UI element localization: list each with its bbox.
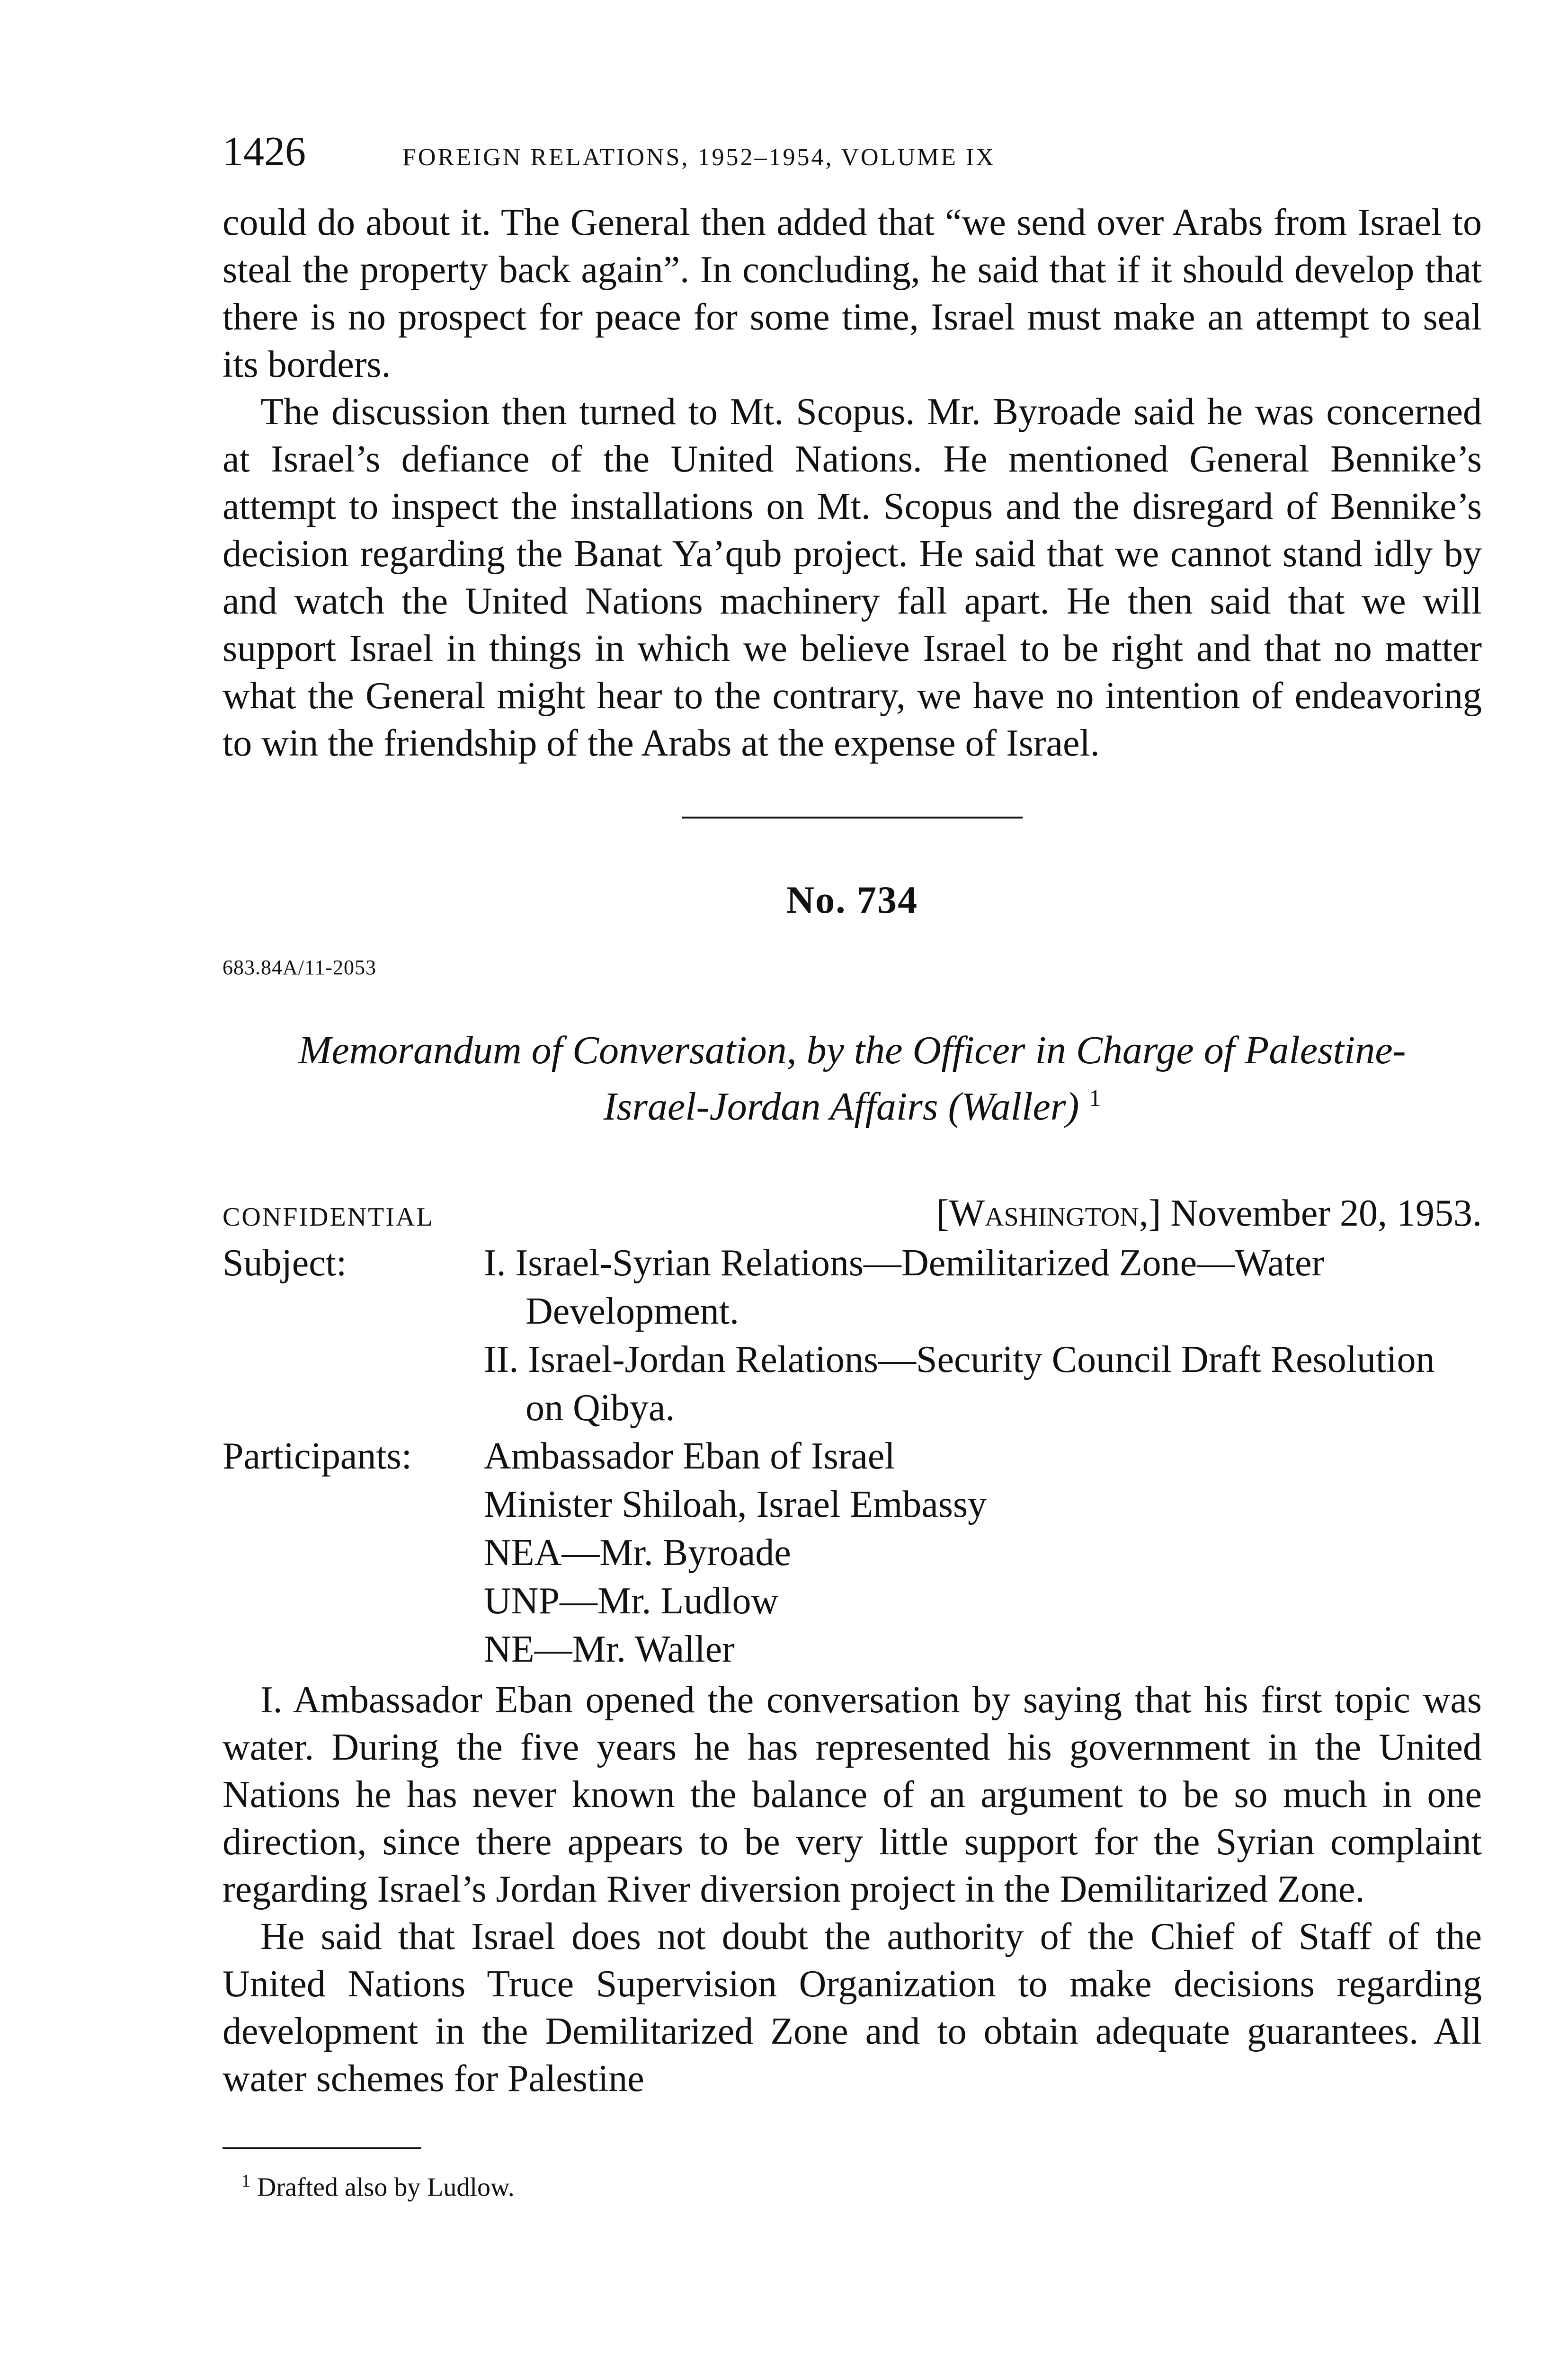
footnote-mark: 1	[241, 2171, 250, 2191]
participant-1: Ambassador Eban of Israel	[484, 1435, 895, 1477]
running-head: FOREIGN RELATIONS, 1952–1954, VOLUME IX	[402, 144, 996, 171]
subject-item-2: II. Israel-Jordan Relations—Security Council Draft Resolution on Qibya.	[484, 1339, 1435, 1429]
subject-label: Subject:	[223, 1242, 347, 1284]
participant-2: Minister Shiloah, Israel Embassy	[484, 1484, 987, 1525]
document-page	[223, 128, 1482, 2203]
footnote-text: Drafted also by Ludlow.	[257, 2172, 515, 2202]
classification-dateline-row	[223, 1192, 1482, 1235]
page-header	[223, 128, 1482, 199]
subject-item-1: I. Israel-Syrian Relations—Demilitarized Zone—Water Development.	[484, 1242, 1325, 1332]
dateline	[936, 1192, 1482, 1235]
footnote-divider	[223, 2147, 421, 2149]
section-divider	[682, 817, 1023, 819]
participants-label: Participants:	[223, 1435, 412, 1477]
document-title	[223, 1027, 1482, 1130]
document-number: No. 734	[786, 878, 918, 921]
file-number: 683.84A/11-2053	[223, 956, 377, 979]
footnote	[223, 2171, 1482, 2203]
memo-paragraph-1: I. Ambassador Eban opened the conversation by saying that his first topic was water. During the five years he has represented his government in the United Nations he has never known the balance of an argument to be so much in one direction, since there appears to be very little support for the Syrian complaint regarding Israel’s Jordan River diversion project in the Demilitarized Zone.	[223, 1679, 1482, 1910]
continuation-paragraph-2: The discussion then turned to Mt. Scopus. Mr. Byroade said he was concerned at Israel’s defiance of the United Nations. He mentioned General Bennike’s attempt to inspect the installations on Mt. Scopus and the disregard of Bennike’s decision regarding the Banat Ya’qub project. He said that we cannot stand idly by and watch the United Nations machinery fall apart. He then said that we will support Israel in things in which we believe Israel to be right and that no matter what the General might hear to the contrary, we have no intention of endeavoring to win the friendship of the Arabs at the expense of Israel.	[223, 391, 1482, 764]
document-title-text: Memorandum of Conversation, by the Officer in Charge of Palestine-Israel-Jordan Affairs (Waller)	[298, 1028, 1406, 1129]
page-number: 1426	[223, 129, 306, 175]
subject-list	[484, 1239, 1482, 1432]
classification-marking: CONFIDENTIAL	[223, 1202, 434, 1232]
memo-paragraph-2: He said that Israel does not doubt the authority of the Chief of Staff of the United Nations Truce Supervision Organization to make decisions regarding development in the Demilitarized Zone and to obtain adequate guarantees. All water schemes for Palestine	[223, 1916, 1482, 2100]
dateline-date: November 20, 1953.	[1170, 1192, 1482, 1234]
dateline-place: [Washington,]	[936, 1192, 1161, 1234]
title-footnote-mark: 1	[1089, 1085, 1101, 1111]
participant-5: NE—Mr. Waller	[484, 1628, 735, 1670]
participant-list	[484, 1432, 1482, 1673]
continuation-paragraph-1: could do about it. The General then added that “we send over Arabs from Israel to steal the property back again”. In concluding, he said that if it should develop that there is no prospect for peace for some time, Israel must make an attempt to seal its borders.	[223, 202, 1482, 385]
memo-fields	[223, 1239, 1482, 1673]
participant-4: UNP—Mr. Ludlow	[484, 1580, 779, 1622]
participant-3: NEA—Mr. Byroade	[484, 1532, 791, 1574]
